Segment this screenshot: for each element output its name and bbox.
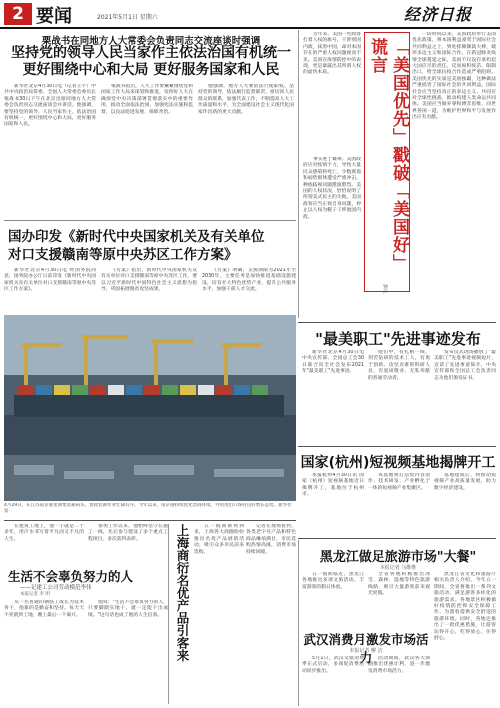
- article2-column-1: [4, 268, 96, 312]
- divider: [4, 220, 296, 221]
- lead-column-1: [4, 84, 96, 214]
- commentary-byline: 钟声: [382, 284, 388, 294]
- shenghuo-column-1: [4, 600, 84, 704]
- heilongjiang-paragraph: 全省各地积极推出冰雪、森林、湿地等特色旅游线路，吸引大量游客前来观光度假。: [368, 572, 430, 597]
- article2-column-3: [202, 268, 296, 312]
- hangzhou-paragraph: 本报杭州4月30日讯 国家（杭州）短视频基地近日揭牌开工，基地位于杭州市。: [302, 473, 364, 498]
- shangpin-paragraph: 五一假期即将到来，上海各大商圈纷纷推出名优产品展销活动，吸引众多市民前来选购。: [194, 524, 244, 555]
- shenghuo-column-2: [88, 600, 168, 704]
- article2-paragraph: 《方案》明确，支援期限为2021年至2030年，主要任务是加快推进基础设施建设，培育壮大特色优势产业，提升公共服务水平，加强干部人才交流。: [202, 268, 296, 293]
- lead-headline: 坚持党的领导人民当家作主依法治国有机统一 更好围绕中心和大局 更好服务国家和人民: [11, 45, 291, 78]
- shangpin-headline: 上海商衍名优产品引客来: [175, 524, 190, 662]
- page-number-badge: 2: [4, 3, 32, 25]
- wuhan-column-2: [368, 656, 430, 706]
- article2-paragraph: 新华社北京4月30日电 经国务院同意，国务院办公厅日前印发《新时代中央国家机关及有关单位对口支援赣南等原中央苏区工作方案》。: [4, 268, 96, 293]
- heilongjiang-paragraph: 黑龙江省文化和旅游厅相关负责人介绍，今年五一期间，全省将推出一系列文旅活动，满足游客多样化的旅游需求。各地景区积极做好疫情防控和安全保障工作，为游客提供安全舒适的旅游环境。同时，各地还推出了一批优惠措施，让游客玩得开心、吃得放心、住得舒心。: [434, 572, 496, 642]
- shenghuo-paragraph: 从一名普通的钢筋工成长为技术骨干，他靠的是勤奋和坚持。每天天不亮就到工地，晚上最后一个离开。: [4, 600, 84, 618]
- wuhan-paragraph: 5月1日，武汉文旅消费季正式启动，多项促消费活动同步推出。: [302, 656, 364, 674]
- lead-kicker: 栗战书在同地方人大常委会负责同志交流座谈时强调: [41, 36, 261, 47]
- photo-caption: 4月29日，在江苏南京港龙潭集装箱码头，货轮装卸作业忙碌有序。今年以来，南京港持续优化营商环境，外贸进出口保持良好增长态势。新华社发: [4, 503, 292, 514]
- wuhan-headline: 武汉消费月激发市场活力: [303, 632, 429, 665]
- issue-date: 2021年5月1日 星期六: [97, 14, 158, 21]
- lead-column-2: [101, 84, 193, 214]
- divider: [298, 538, 496, 539]
- zuimei-paragraph: 发布仪式现场播放了"最美职工"先进事迹视频短片，宣读了先进事迹简介，中央宣传部和全国总工会负责同志为他们颁发证书。: [434, 350, 496, 381]
- hangzhou-column-1: [302, 473, 364, 535]
- commentary-column-2: [303, 157, 361, 317]
- zuimei-column-2: [368, 350, 430, 442]
- column-divider: [298, 30, 299, 318]
- zuimei-column-1: [302, 350, 364, 442]
- header-rule: [0, 27, 500, 29]
- commentary-paragraph: 事实胜于雄辩。美国政府应对疫情不力，导致大量民众感染和死亡，少数族裔和弱势群体遭受严重冲击，种族歧视问题愈演愈烈。美国的人权状况，恰恰说明了所谓美式民主的失败。美国政客应当正视自身问题，停止以人权为幌子干涉他国内政。: [303, 157, 361, 220]
- article2-column-2: [101, 268, 197, 312]
- article2-headline: 国办印发《新时代中央国家机关及有关单位 对口支援赣南等原中央苏区工作方案》: [8, 229, 265, 263]
- heilongjiang-column-2: [368, 572, 430, 624]
- heilongjiang-headline: 黑龙江做足旅游市场"大餐": [319, 550, 477, 565]
- lead-paragraph: 新华社北京4月30日电（记者王宇）中共中央政治局常委、全国人大常委会委员长栗战书30日下午在北京出席同地方人大常委会负责同志交流座谈会并讲话。他强调，要坚持党的领导、人民当家作主、依法治国有机统一，更好围绕中心和大局，更好服务国家和人民。: [4, 84, 96, 128]
- commentary-paragraph: 一段时间以来，美国政府奉行美国优先政策，将本国利益凌驾于国际社会共同利益之上，到处挥舞制裁大棒，破坏多边主义和国际合作。在新冠肺炎疫情全球蔓延之际，美国不仅没有承担起大国应尽的责任，反而囤积疫苗、限制出口，给全球抗疫合作造成严重阻碍。美国优先的实质是美国独霸，这种做法严重损害了国际社会的共同利益。国际社会应当坚持真正的多边主义，共同应对全球性挑战，推动构建人类命运共同体。美国应当摒弃零和博弈思维，同世界各国一道，为维护世界和平与发展作出应有贡献。: [412, 32, 496, 121]
- lead-paragraph: 栗战书指出，人大工作要紧紧围绕党和国家工作大局来谋划和推进，发挥好人大在确保党中央决策部署贯彻落实中的重要作用，推动全面依法治国，加强宪法实施和监督，以良法促进发展、保障善治。: [101, 84, 193, 115]
- heilongjiang-byline: 本报记者 马维维: [379, 565, 417, 571]
- wuhan-paragraph: 活动期间，武汉各大商圈推出优惠让利，进一步激发消费市场活力。: [368, 656, 430, 674]
- wuhan-column-1: [302, 656, 364, 706]
- column-divider: [168, 524, 169, 704]
- article2-paragraph: 《方案》指出，新时代中央国家机关及有关单位对口支援赣南等原中央苏区工作，要以习近平新时代中国特色社会主义思想为指导，巩固拓展脱贫攻坚成果。: [101, 268, 197, 293]
- port-photo-image: [4, 315, 296, 501]
- commentary-paragraph: 近年来，美国一些政客打着人权的旗号，干涉别国内政，抹黑中国，却对本国存在的严重人权问题视而不见。美国在疫情防控中的表现，更是暴露出其所谓人权的虚伪本质。: [303, 32, 361, 76]
- shangpin-paragraph: 记者在现场看到，各类老字号产品和特色商品琳琅满目，市民选购热情高涨，消费市场持续回暖。: [246, 524, 296, 555]
- section-title: 要闻: [36, 6, 72, 27]
- wuhan-byline: 本报记者 柳 洁: [349, 648, 383, 654]
- shenghuo-subtitle: ——记建工公司劳动模范李伟: [20, 585, 92, 591]
- shenghuo-byline: 本报记者 李 明: [20, 592, 50, 597]
- commentary-column-3: [412, 32, 496, 317]
- hangzhou-column-2: [368, 473, 430, 535]
- shenghuo-paragraph: 参加工作以来，他始终坚守在施工一线，先后参与建设了多个重点工程项目，多次获得表彰。: [88, 524, 168, 542]
- shenghuo-paragraph: 在建筑工地上，他一干就是二十多年，用汗水书写着平凡而又不凡的人生。: [4, 524, 84, 542]
- commentary-headline: 「美国优先」戳破「美国好」谎言: [367, 38, 409, 272]
- hangzhou-paragraph: 该基地将打造集内容创作、技术研发、产业孵化于一体的短视频产业集聚区。: [368, 473, 430, 491]
- newspaper-logo: 经济日报: [404, 5, 473, 24]
- heilongjiang-column-1: [302, 572, 364, 624]
- shangpin-column-2: [246, 524, 296, 704]
- zuimei-paragraph: 新华社北京4月30日电 中央宣传部、全国总工会30日联合向全社会发布2021年"最美职工"先进事迹。: [302, 350, 364, 375]
- divider: [298, 322, 496, 323]
- shenghuo-headline: 生活不会辜负努力的人: [8, 569, 134, 584]
- lead-paragraph: 他强调，地方人大要依法行使职权，坚持党的领导，依法履行监督职责，密切同人民群众的联系，加强代表工作，不断提高人大工作质量和水平，为全面建设社会主义现代化国家作出新的更大贡献。: [198, 84, 294, 115]
- divider: [4, 520, 296, 521]
- divider: [298, 446, 496, 447]
- shangpin-column-1: [194, 524, 244, 704]
- hangzhou-paragraph: 基地建成后，将推动短视频产业高质量发展，助力数字经济建设。: [434, 473, 496, 491]
- lead-column-3: [198, 84, 294, 214]
- hangzhou-column-3: [434, 473, 496, 535]
- shenghuo-intro-1: [4, 524, 84, 564]
- commentary-column-1: [303, 32, 361, 152]
- shenghuo-paragraph: 他说："生活不会辜负努力的人，只要脚踏实地干，就一定能干出成绩。"这句话也成了他的人生信条。: [88, 600, 168, 618]
- zuimei-paragraph: 他们中，有扎根一线、刻苦钻研的技术工人，有勇于创新、攻坚克难的科研人员，有爱岗敬业、无私奉献的普通劳动者。: [368, 350, 430, 381]
- zuimei-headline: "最美职工"先进事迹发布: [315, 330, 481, 348]
- port-photo: [4, 315, 296, 501]
- column-divider: [298, 540, 299, 706]
- zuimei-column-3: [434, 350, 496, 442]
- heilongjiang-column-3: [434, 572, 496, 704]
- hangzhou-headline: 国家(杭州)短视频基地揭牌开工: [300, 455, 496, 471]
- heilongjiang-paragraph: 五一假期临近，黑龙江各地推出多项文旅活动，丰富游客的假日体验。: [302, 572, 364, 590]
